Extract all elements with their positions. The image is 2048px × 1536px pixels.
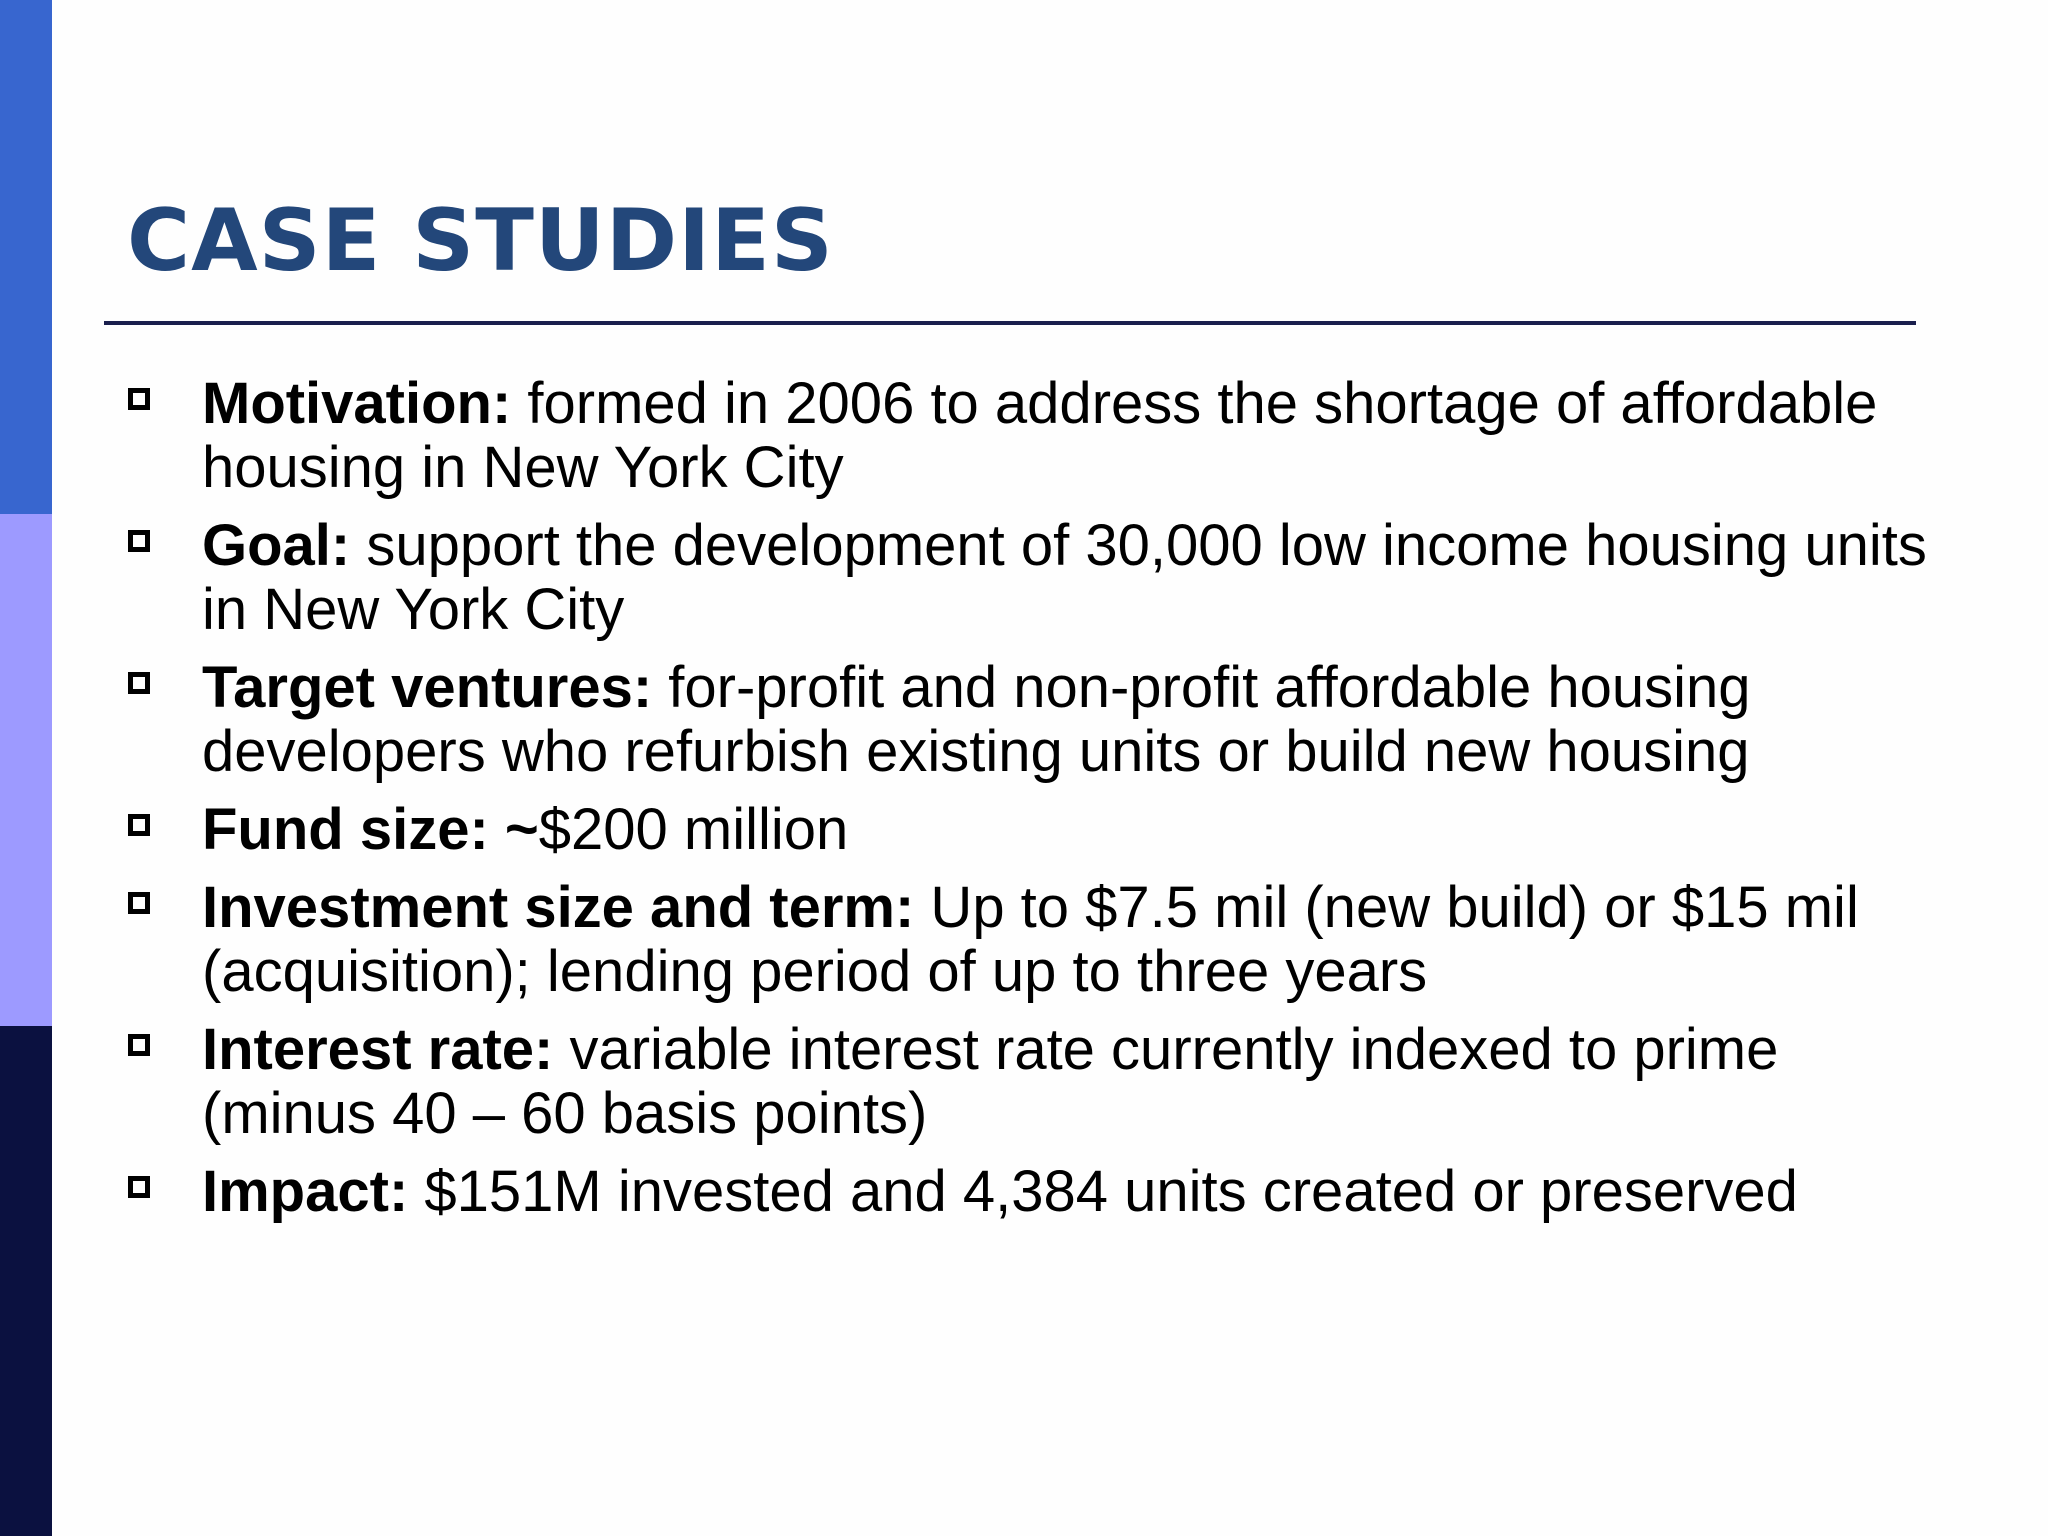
bullet-interest-rate xyxy=(128,1018,1928,1146)
bullet-label: Target ventures: xyxy=(202,655,653,720)
bullet-text: $200 million xyxy=(538,797,849,862)
bullet-label: Motivation: xyxy=(202,371,512,436)
slide-title: CASE STUDIES xyxy=(127,191,834,291)
square-bullet-icon xyxy=(128,388,150,410)
side-bar-bottom-segment xyxy=(0,1026,52,1536)
square-bullet-icon xyxy=(128,672,150,694)
title-divider xyxy=(104,321,1916,325)
side-accent-bar xyxy=(0,0,52,1536)
bullet-fund-size xyxy=(128,798,1928,862)
bullet-list xyxy=(128,372,1928,1238)
square-bullet-icon xyxy=(128,1176,150,1198)
bullet-label: Fund size: ~ xyxy=(202,797,539,862)
square-bullet-icon xyxy=(128,530,150,552)
bullet-label: Investment size and term: xyxy=(202,875,915,940)
square-bullet-icon xyxy=(128,892,150,914)
bullet-label: Impact: xyxy=(202,1159,409,1224)
side-bar-middle-segment xyxy=(0,514,52,1026)
bullet-goal xyxy=(128,514,1928,642)
side-bar-top-segment xyxy=(0,0,52,514)
bullet-text: Up to $7.5 mil (new build) or $15 mil (acquisition); lending period of up to three years xyxy=(202,875,1859,1004)
bullet-motivation xyxy=(128,372,1928,500)
bullet-text: variable interest rate currently indexed to prime (minus 40 – 60 basis points) xyxy=(202,1017,1779,1146)
bullet-text: formed in 2006 to address the shortage of affordable housing in New York City xyxy=(202,371,1878,500)
bullet-investment-size xyxy=(128,876,1928,1004)
bullet-text: $151M invested and 4,384 units created or preserved xyxy=(408,1159,1798,1224)
bullet-label: Interest rate: xyxy=(202,1017,554,1082)
square-bullet-icon xyxy=(128,1034,150,1056)
bullet-label: Goal: xyxy=(202,513,351,578)
bullet-text: support the development of 30,000 low income housing units in New York City xyxy=(202,513,1927,642)
bullet-target-ventures xyxy=(128,656,1928,784)
bullet-impact xyxy=(128,1160,1928,1224)
bullet-text: for-profit and non-profit affordable housing developers who refurbish existing units or build new housing xyxy=(202,655,1751,784)
square-bullet-icon xyxy=(128,814,150,836)
